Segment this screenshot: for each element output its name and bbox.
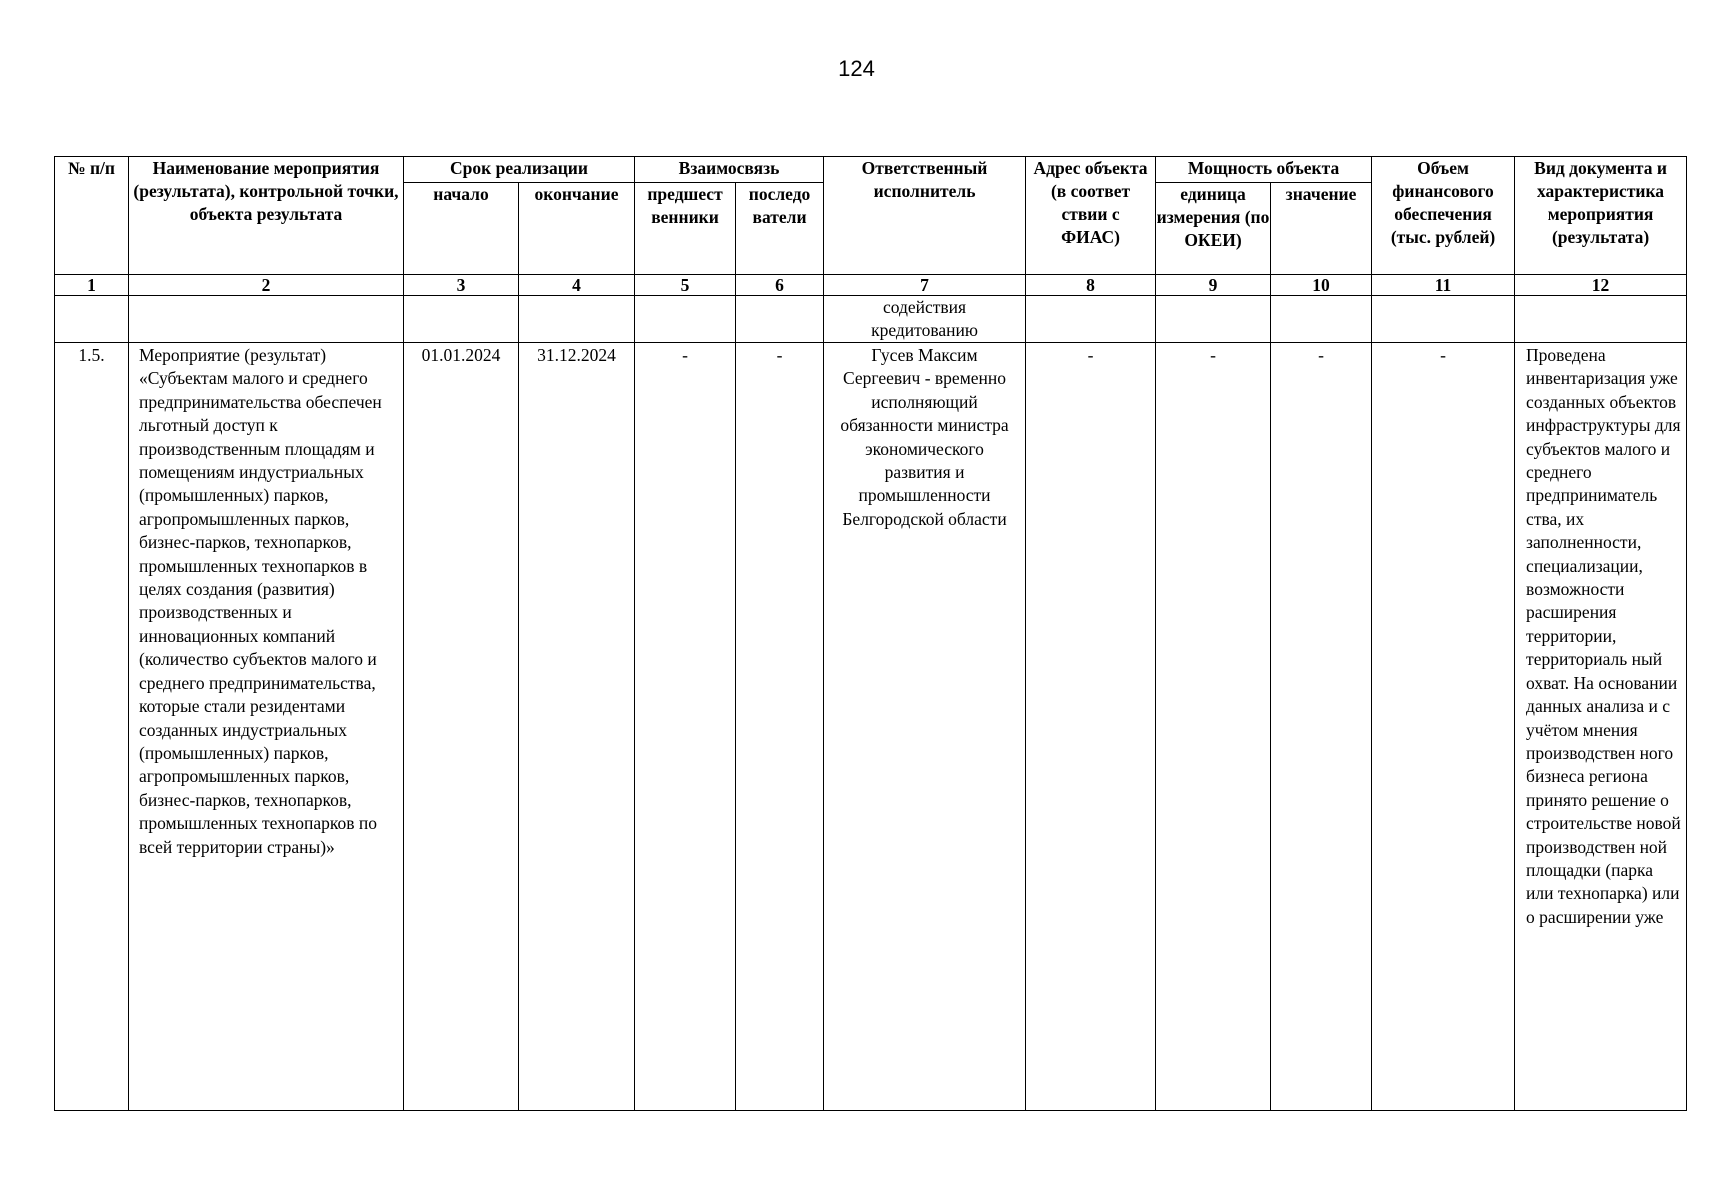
column-number: 8 bbox=[1026, 275, 1156, 296]
row-financing: - bbox=[1372, 343, 1515, 1111]
header-start: начало bbox=[404, 183, 519, 275]
empty-cell bbox=[519, 296, 635, 343]
row-start-date: 01.01.2024 bbox=[404, 343, 519, 1111]
empty-cell bbox=[1271, 296, 1372, 343]
header-term-group: Срок реализации bbox=[404, 157, 635, 183]
row-unit: - bbox=[1156, 343, 1271, 1111]
table-row bbox=[55, 343, 1687, 1111]
column-number: 6 bbox=[736, 275, 824, 296]
empty-cell bbox=[736, 296, 824, 343]
header-address: Адрес объекта (в соответ ствии с ФИАС) bbox=[1026, 157, 1156, 275]
empty-cell bbox=[129, 296, 404, 343]
column-number: 5 bbox=[635, 275, 736, 296]
activity-table bbox=[54, 156, 1687, 1111]
column-number: 3 bbox=[404, 275, 519, 296]
header-predecessors: предшест венники bbox=[635, 183, 736, 275]
header-end: окончание bbox=[519, 183, 635, 275]
row-successors: - bbox=[736, 343, 824, 1111]
empty-cell bbox=[1515, 296, 1687, 343]
row-name: Мероприятие (результат) «Субъектам малого и среднего предпринимательства обеспечен льготный доступ к производственным площадям и помещениям индустриальных (промышленных) парков, агропромышленных парков, бизнес-парков, технопарков, промышленных технопарков в целях создания (развития) производственных и инновационных компаний (количество субъектов малого и среднего предпринимательства, которые стали резидентами созданных индустриальных (промышленных) парков, агропромышленных парков, бизнес-парков, технопарков, промышленных технопарков по всей территории страны)» bbox=[129, 343, 404, 1111]
header-doc-type: Вид документа и характеристика мероприятия (результата) bbox=[1515, 157, 1687, 275]
empty-cell bbox=[1372, 296, 1515, 343]
column-numbers-row bbox=[55, 275, 1687, 296]
column-number: 11 bbox=[1372, 275, 1515, 296]
continuation-executor: содействия кредитованию bbox=[824, 296, 1026, 343]
column-number: 1 bbox=[55, 275, 129, 296]
empty-cell bbox=[404, 296, 519, 343]
empty-cell bbox=[1156, 296, 1271, 343]
header-row-1 bbox=[55, 157, 1687, 183]
row-doc-type: Проведена инвентаризация уже созданных объектов инфраструктуры для субъектов малого и среднего предприниматель ства, их заполненности, специализации, возможности расширения территории, территориаль ный охват. На основании данных анализа и с учётом мнения производствен ного бизнеса региона принято решение о строительстве новой производствен ной площадки (парка или технопарка) или о расширении уже bbox=[1515, 343, 1687, 1111]
header-number: № п/п bbox=[55, 157, 129, 275]
row-predecessors: - bbox=[635, 343, 736, 1111]
row-value: - bbox=[1271, 343, 1372, 1111]
column-number: 10 bbox=[1271, 275, 1372, 296]
column-number: 9 bbox=[1156, 275, 1271, 296]
empty-cell bbox=[635, 296, 736, 343]
row-executor: Гусев Максим Сергеевич - временно исполняющий обязанности министра экономического развития и промышленности Белгородской области bbox=[824, 343, 1026, 1111]
header-financing: Объем финансового обеспечения (тыс. рублей) bbox=[1372, 157, 1515, 275]
empty-cell bbox=[1026, 296, 1156, 343]
column-number: 4 bbox=[519, 275, 635, 296]
column-number: 2 bbox=[129, 275, 404, 296]
header-link-group: Взаимосвязь bbox=[635, 157, 824, 183]
header-successors: последо ватели bbox=[736, 183, 824, 275]
column-number: 7 bbox=[824, 275, 1026, 296]
row-end-date: 31.12.2024 bbox=[519, 343, 635, 1111]
header-name: Наименование мероприятия (результата), контрольной точки, объекта результата bbox=[129, 157, 404, 275]
continuation-row bbox=[55, 296, 1687, 343]
header-capacity-group: Мощность объекта bbox=[1156, 157, 1372, 183]
row-number: 1.5. bbox=[55, 343, 129, 1111]
header-value: значение bbox=[1271, 183, 1372, 275]
header-unit: единица измерения (по ОКЕИ) bbox=[1156, 183, 1271, 275]
empty-cell bbox=[55, 296, 129, 343]
page-number: 124 bbox=[838, 56, 875, 81]
header-executor: Ответственный исполнитель bbox=[824, 157, 1026, 275]
column-number: 12 bbox=[1515, 275, 1687, 296]
row-address: - bbox=[1026, 343, 1156, 1111]
